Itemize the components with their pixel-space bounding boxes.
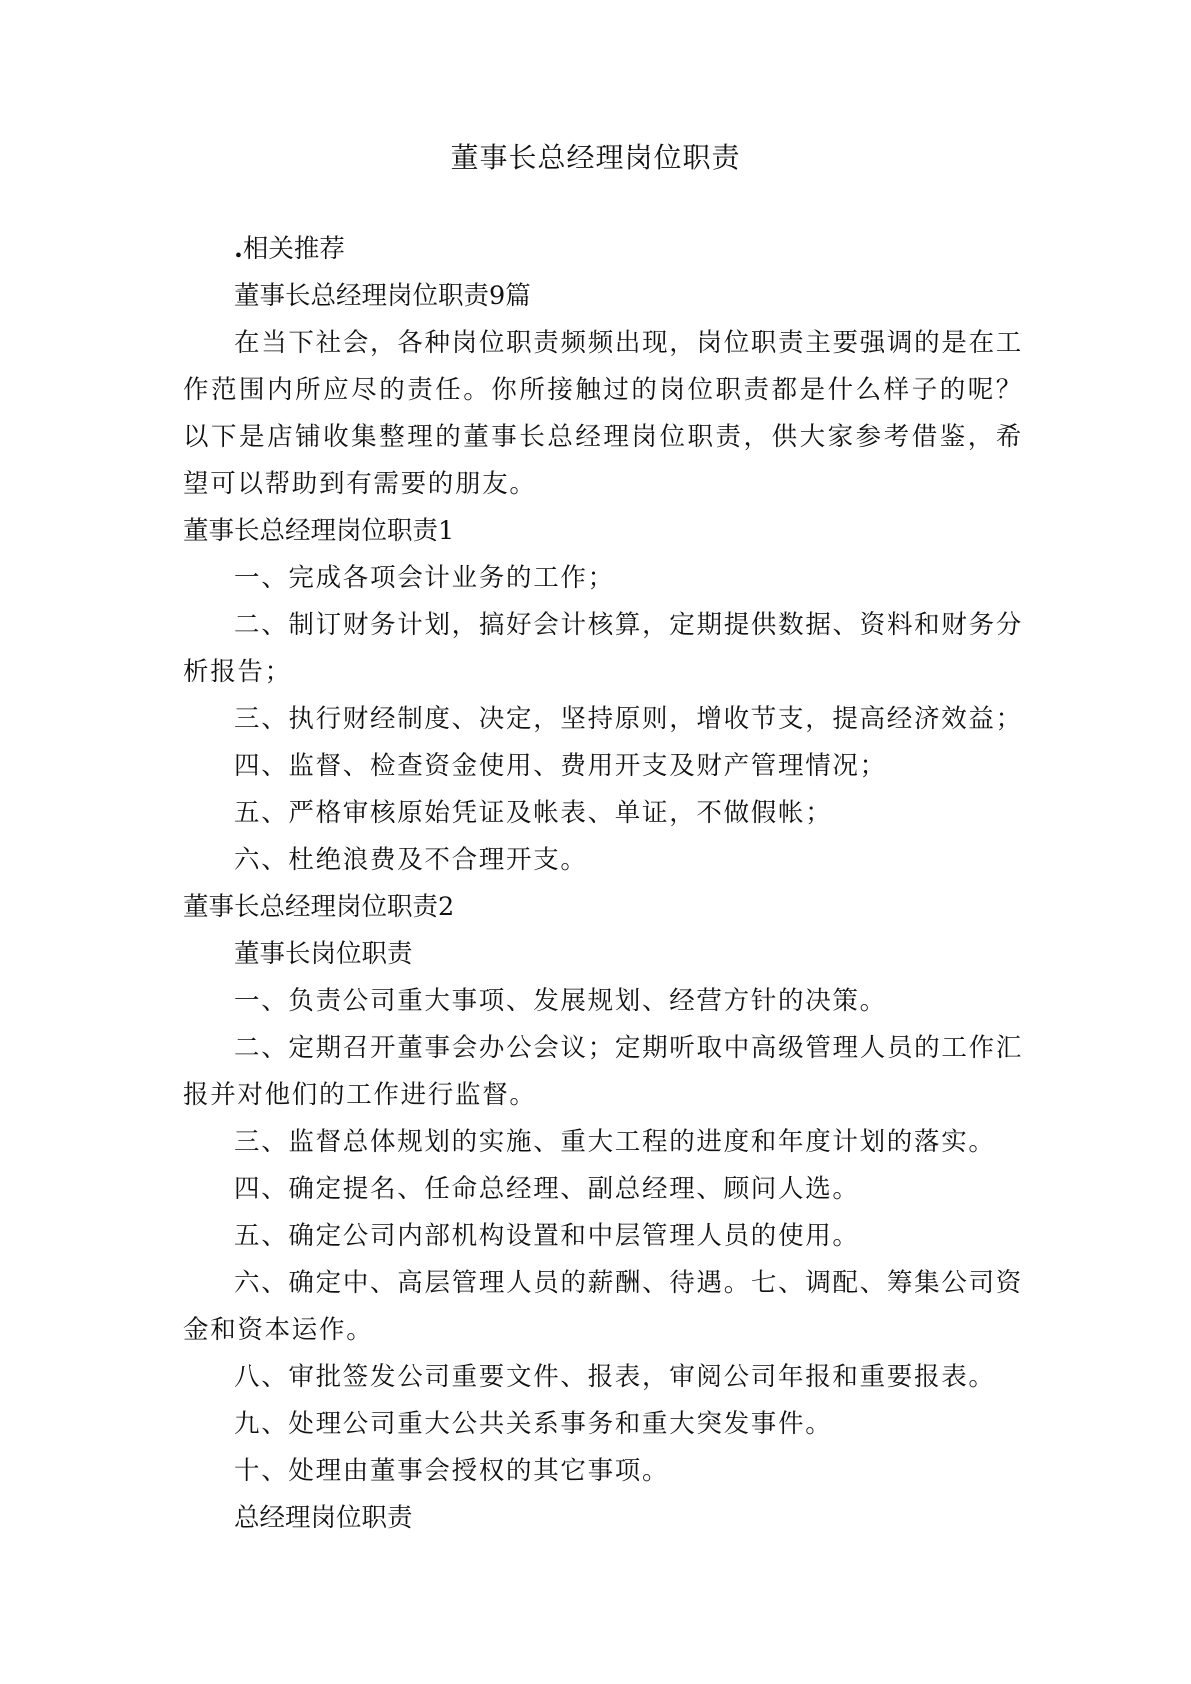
section-subheading-2: 总经理岗位职责 (234, 1503, 413, 1533)
list-item: 二、定期召开董事会办公会议；定期听取中高级管理人员的工作汇报并对他们的工作进行监督。 (183, 1033, 1023, 1110)
document-subtitle: 董事长总经理岗位职责9篇 (234, 281, 531, 311)
list-item: 五、确定公司内部机构设置和中层管理人员的使用。 (234, 1221, 860, 1251)
list-item: 六、杜绝浪费及不合理开支。 (234, 845, 588, 875)
list-item: 五、严格审核原始凭证及帐表、单证，不做假帐； (234, 798, 833, 828)
list-item: 二、制订财务计划，搞好会计核算，定期提供数据、资料和财务分析报告； (183, 610, 1023, 687)
related-marker: . (234, 234, 243, 264)
section-subheading: 董事长岗位职责 (234, 939, 413, 969)
list-item: 三、监督总体规划的实施、重大工程的进度和年度计划的落实。 (234, 1127, 996, 1157)
list-item: 八、审批签发公司重要文件、报表，审阅公司年报和重要报表。 (234, 1362, 996, 1392)
document-body (183, 226, 1023, 1542)
list-item: 六、确定中、高层管理人员的薪酬、待遇。七、调配、筹集公司资金和资本运作。 (183, 1268, 1023, 1345)
section-heading-1: 董事长总经理岗位职责1 (183, 516, 455, 546)
related-recommend[interactable] (183, 226, 1023, 273)
list-item: 四、确定提名、任命总经理、副总经理、顾问人选。 (234, 1174, 860, 1204)
page-title: 董事长总经理岗位职责 (450, 141, 741, 174)
section-heading-2: 董事长总经理岗位职责2 (183, 892, 455, 922)
list-item: 一、完成各项会计业务的工作； (234, 563, 615, 593)
list-item: 一、负责公司重大事项、发展规划、经营方针的决策。 (234, 986, 887, 1016)
list-item: 四、监督、检查资金使用、费用开支及财产管理情况； (234, 751, 887, 781)
list-item: 三、执行财经制度、决定，坚持原则，增收节支，提高经济效益； (234, 704, 1023, 734)
related-label: 相关推荐 (242, 234, 345, 264)
list-item: 十、处理由董事会授权的其它事项。 (234, 1456, 670, 1486)
intro-paragraph: 在当下社会，各种岗位职责频频出现，岗位职责主要强调的是在工作范围内所应尽的责任。你所接触过的岗位职责都是什么样子的呢？以下是店铺收集整理的董事长总经理岗位职责，供大家参考借鉴，希望可以帮助到有需要的朋友。 (183, 328, 1023, 499)
list-item: 九、处理公司重大公共关系事务和重大突发事件。 (234, 1409, 833, 1439)
